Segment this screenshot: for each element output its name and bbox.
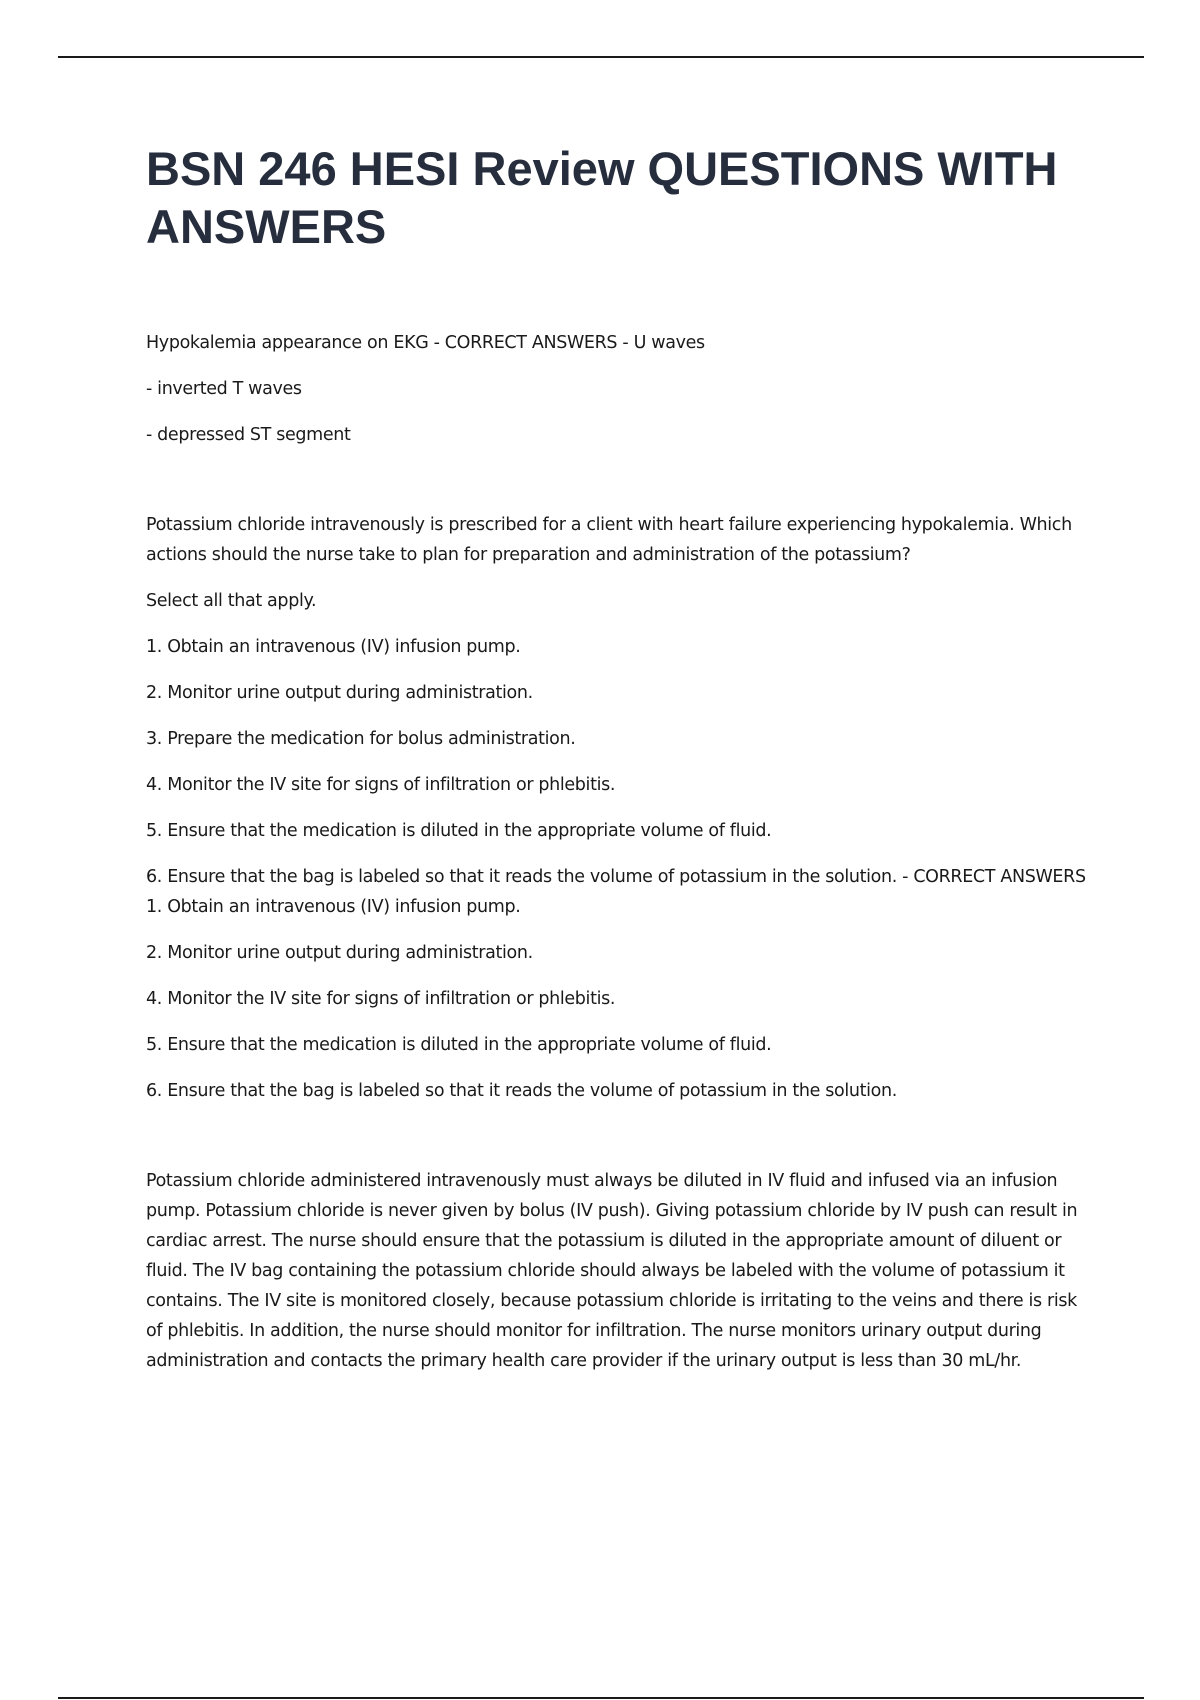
answer-line: - inverted T waves xyxy=(146,379,302,399)
section-spacer xyxy=(146,1122,1086,1166)
option-6-with-answer: 6. Ensure that the bag is labeled so that it reads the volume of potassium in the solution. - CORRECT ANSWERS 1. Obtain an intravenous (IV) infusion pump. xyxy=(146,867,1086,917)
question-hypokalemia-ekg xyxy=(146,328,1086,450)
option-4: 4. Monitor the IV site for signs of infiltration or phlebitis. xyxy=(146,775,616,795)
option-2: 2. Monitor urine output during administration. xyxy=(146,683,533,703)
bottom-rule xyxy=(58,1697,1144,1699)
answer-5: 5. Ensure that the medication is diluted in the appropriate volume of fluid. xyxy=(146,1035,772,1055)
section-spacer xyxy=(146,466,1086,510)
question-text: Potassium chloride intravenously is prescribed for a client with heart failure experiencing hypokalemia. Which actions should the nurse take to plan for preparation and administration of the potassium? xyxy=(146,515,1072,565)
answer-line: - depressed ST segment xyxy=(146,425,351,445)
question-line: Hypokalemia appearance on EKG - CORRECT ANSWERS - U waves xyxy=(146,333,705,353)
document-body xyxy=(146,140,1086,1392)
top-rule xyxy=(58,56,1144,58)
answer-4: 4. Monitor the IV site for signs of infiltration or phlebitis. xyxy=(146,989,616,1009)
answer-2: 2. Monitor urine output during administration. xyxy=(146,943,533,963)
option-3: 3. Prepare the medication for bolus administration. xyxy=(146,729,576,749)
option-5: 5. Ensure that the medication is diluted in the appropriate volume of fluid. xyxy=(146,821,772,841)
rationale xyxy=(146,1166,1086,1376)
answer-6: 6. Ensure that the bag is labeled so that it reads the volume of potassium in the solution. xyxy=(146,1081,897,1101)
document-title: BSN 246 HESI Review QUESTIONS WITH ANSWERS xyxy=(146,142,1058,253)
rationale-paragraph: Potassium chloride administered intravenously must always be diluted in IV fluid and infused via an infusion pump. Potassium chloride is never given by bolus (IV push). Giving potassium chloride by IV push can result in cardiac arrest. The nurse should ensure that the potassium is diluted in the appropriate amount of diluent or fluid. The IV bag containing the potassium chloride should always be labeled with the volume of potassium it contains. The IV site is monitored closely, because potassium chloride is irritating to the veins and there is risk of phlebitis. In addition, the nurse should monitor for infiltration. The nurse monitors urinary output during administration and contacts the primary health care provider if the urinary output is less than 30 mL/hr. xyxy=(146,1171,1078,1371)
option-1: 1. Obtain an intravenous (IV) infusion pump. xyxy=(146,637,521,657)
instruction-text: Select all that apply. xyxy=(146,591,317,611)
question-potassium-chloride xyxy=(146,510,1086,1106)
